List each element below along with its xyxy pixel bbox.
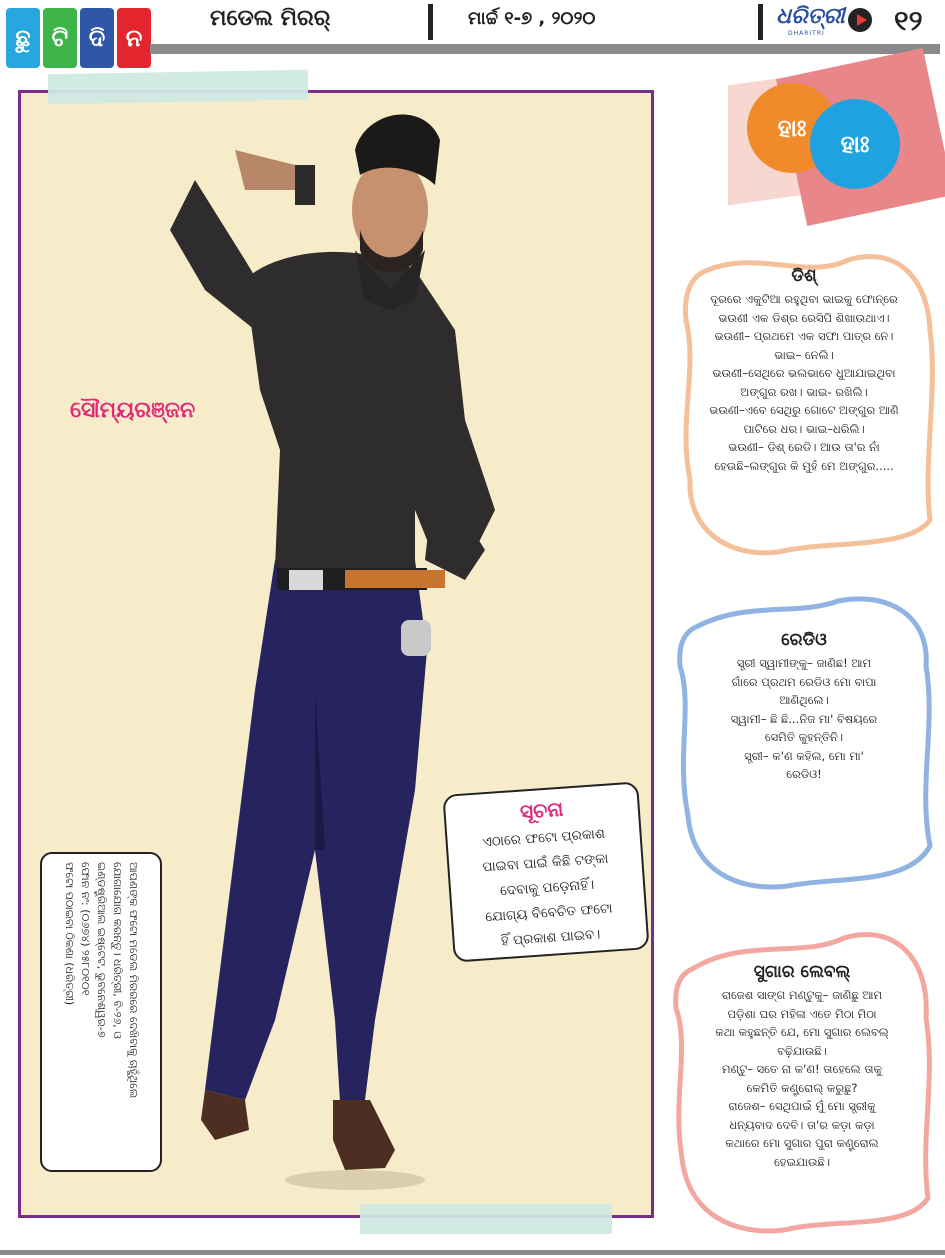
notice-line: ଏଠାରେ ଫଟୋ ପ୍ରକାଶ [481,825,606,851]
joke-line: ବଢ଼ିଯାଉଛି। [777,1043,827,1058]
joke-card [664,918,940,1238]
joke-line: କେମିତି କଣ୍ଟ୍ରୋଲ୍ କରୁଛୁ? [746,1080,858,1095]
contact-line: ଇଣ୍ଡଷ୍ଟ୍ରିଆଲ ଇଷ୍ଟେଟ, ଭୁବନେଶ୍ୱର-୭ [95,862,108,1038]
joke-line: ପଡ଼ିଶା ଘର ମହିଳା ଏତେ ମିଠା ମିଠା [727,1006,877,1021]
tape-decoration [360,1204,612,1234]
joke-title: ଡିଶ୍ [791,266,817,286]
section-tile: ନ [117,8,151,68]
joke-line: ଭଉଣୀ–ଏବେ ସେଥିରୁ ଗୋଟେ ଅଙ୍ଗୁର ଆଣି [709,403,899,417]
issue-date: ମାର୍ଚ୍ଚ ୧-୭ , ୨୦୨୦ [468,8,596,29]
joke-line: ସ୍ୱାମୀ– ଛି ଛି...ନିଜ ମା' ବିଷୟରେ [730,711,878,726]
joke-line: ଆଣିଥିଲେ। [779,693,829,707]
model-photo [165,90,495,1195]
joke-line: ହେଉଛି–ଲଙ୍ଗୁର କି ମୁହଁ ମେ ଅଙ୍ଗୁର..... [714,458,894,473]
contact-line: ଆପଣଙ୍କ ଫଟୋ ମଡେଲ ମିରରରେ ଦେଖିବାକୁ ଚାହୁଁଥିଲେ [127,862,140,1099]
notice-line: ପାଇବା ପାଇଁ କିଛି ଟଙ୍କା [481,850,609,876]
joke-line: ଧନ୍ୟବାଦ ଦେବି। ତା'ର କଡ଼ା କଡ଼ା [729,1117,875,1132]
page-title: ମଡେଲ ମିରର୍ [210,6,331,31]
section-tile: ଟି [43,8,77,68]
joke-line: ଭଉଣୀ– ଡିଶ୍ ରେଡି। ଆଉ ତା'ର ନାଁ [728,440,880,454]
joke-body [664,986,940,1171]
header-divider [428,4,433,40]
joke-line: ଭାଇ– ନେଲି। [774,347,834,362]
joke-line: କଥାରେ ମୋ ସୁଗାର ପୁରା କଣ୍ଟ୍ରୋଲ [725,1136,879,1150]
contact-line: ଯୋଗାଯୋଗ କରନ୍ତୁ। ଧରିତ୍ରୀ, ବି-୨୬, ଓ [111,862,124,1039]
joke-line: ଅଙ୍ଗୁର ରଖ। ଭାଇ- ରଖିଲି। [740,384,868,399]
page-header [0,0,945,62]
contact-text [61,862,141,1162]
joke-line: ଭଉଣୀ– ପ୍ରଥମେ ଏକ ସଫା ପାତ୍ର ନେ। [714,329,894,343]
notice-box [442,781,649,962]
page-number: ୧୨ [894,4,923,37]
joke-line: ପାଟିରେ ଧର। ଭାଇ–ଧରିଲି। [743,421,865,436]
section-tile: ଦି [80,8,114,68]
joke-card [668,586,940,896]
section-tile: ଛୁ [6,8,40,68]
contact-line: ଫଟୋ ପଠାଇବା ଠିକଣା (ଧରିତ୍ରୀ) [63,862,76,1006]
notice-body [457,820,637,957]
haha-badge: ହାଃ [752,88,832,168]
contact-line: ଫୋନ ନଂ: (୦୬୭୪) ୨୫୮୦୧୦୧ [79,862,92,996]
newspaper-logo-sub: DHARITRI [788,30,825,37]
notice-line: ହିଁ ପ୍ରକାଶ ପାଇବ। [500,926,601,950]
header-divider [758,4,763,40]
joke-body [668,654,940,784]
joke-line: ଭଉଣୀ–ସେଥିରେ ଭଲଭାବେ ଧୁଆଯାଇଥିବା [712,366,896,380]
joke-line: ରାଜେଶ– ସେଥିପାଇଁ ମୁଁ ମୋ ସ୍ତ୍ରୀକୁ [728,1099,876,1113]
joke-body [668,290,940,475]
joke-line: ଦୂରରେ ଏକୁଟିଆ ରହୁଥିବା ଭାଇକୁ ଫୋନ୍‌ରେ [710,292,898,306]
newspaper-logo: ଧରିତ୍ରୀ [776,4,845,29]
notice-line: ଦେବାକୁ ପଡ଼େନାହିଁ। [499,876,595,900]
section-tiles [6,8,151,68]
joke-line: ଭଉଣୀ ଏକ ଡିଶ୍‌ର ରେସିପି ଶିଖାଉଥାଏ। [718,310,890,325]
joke-line: ମଣ୍ଟୁ– ସତେ ନା କ'ଣ! ତାହେଲେ ତାକୁ [722,1062,882,1076]
joke-line: ସେମିତି କୁହନ୍ତିନି। [764,730,844,744]
joke-line: ସ୍ତ୍ରୀ– କ'ଣ କହିଲ, ମୋ ମା' [744,748,864,763]
notice-line: ଯୋଗ୍ୟ ବିବେଚିତ ଫଟୋ [484,900,613,926]
joke-line: ସ୍ତ୍ରୀ ସ୍ୱାମୀଙ୍କୁ– ଜାଣିଛ! ଆମ [736,656,872,670]
joke-line: କଥା କହୁଛନ୍ତି ଯେ, ମୋ ସୁଗାର ଲେବଲ୍ [715,1025,889,1039]
haha-badge: ହାଃ [815,104,895,184]
joke-line: ରାଜେଶ ସାଙ୍ଗ ମଣ୍ଟୁକୁ– ଜାଣିଛୁ ଆମ [721,988,883,1002]
play-icon [848,8,872,32]
notice-title: ସୂଚନା [519,796,565,824]
model-name: ସୌମ୍ୟରଞ୍ଜନ [70,398,196,423]
joke-title: ସୁଗାର ଲେବଲ୍ [753,962,851,982]
joke-card [668,240,940,560]
contact-box [40,852,162,1172]
footer-rule [0,1250,945,1255]
joke-line: ଗାଁରେ ପ୍ରଥମ ରେଡିଓ ମୋ ବାପା [731,674,877,689]
joke-line: ରେଡିଓ! [786,767,822,781]
joke-title: ରେଡିଓ [781,630,827,650]
joke-line: ହେଇଯାଉଛି। [774,1154,830,1169]
header-rule [150,44,940,54]
